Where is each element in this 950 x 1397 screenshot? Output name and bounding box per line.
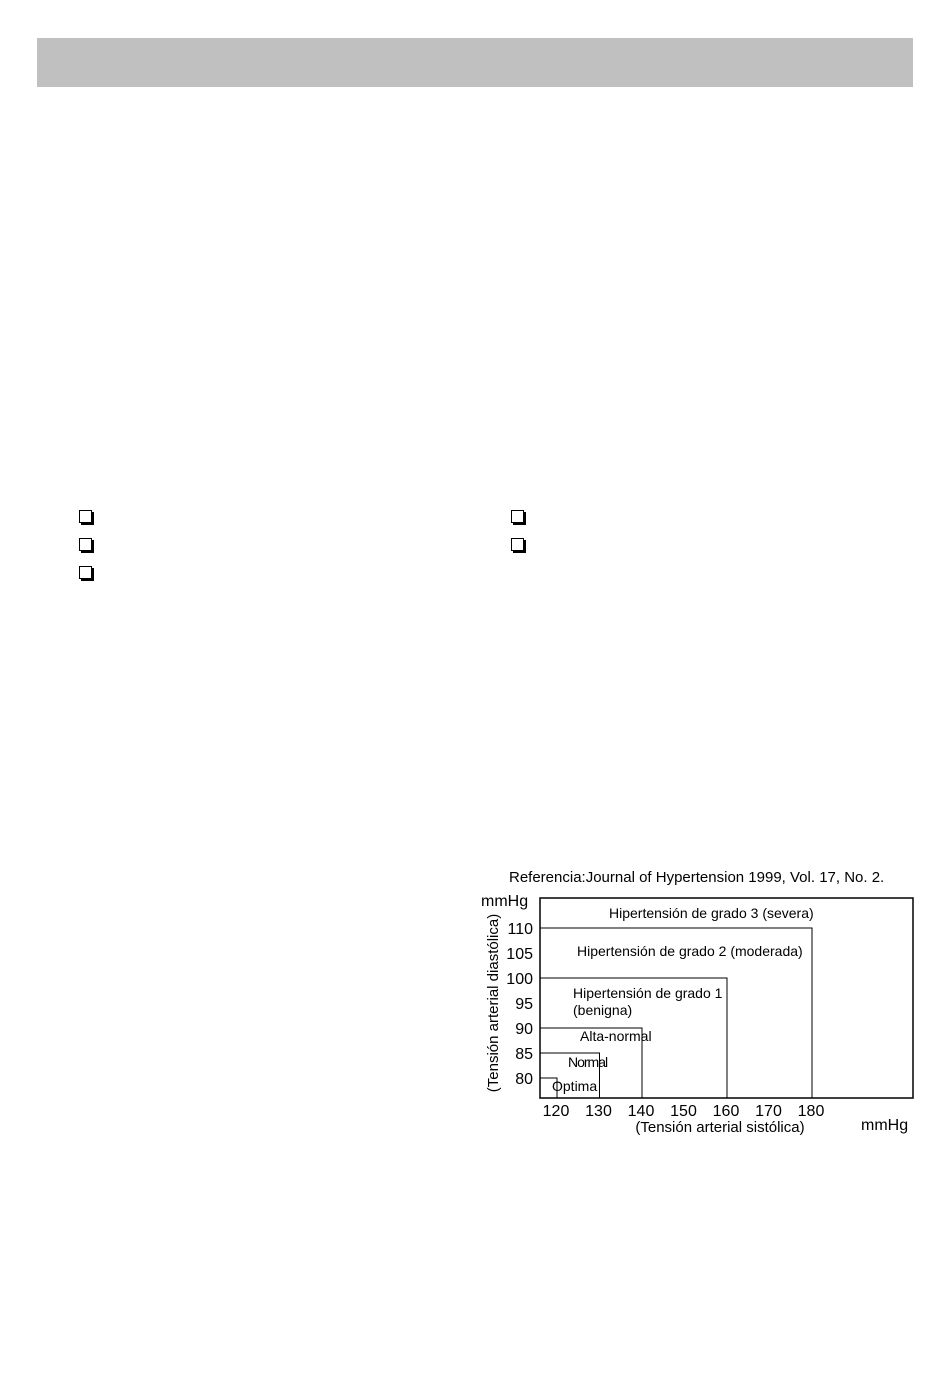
- zone-label: Normal: [568, 1054, 608, 1070]
- checkbox[interactable]: [511, 510, 524, 523]
- blood-pressure-chart: [475, 888, 925, 1148]
- y-tick-label: 110: [507, 921, 533, 938]
- checkbox[interactable]: [511, 538, 524, 551]
- x-tick-label: 150: [670, 1103, 697, 1120]
- zone-label: Hipertensión de grado 1: [573, 985, 723, 1001]
- x-axis-label: (Tensión arterial sistólica): [635, 1119, 805, 1136]
- chart-reference: Referencia:Journal of Hypertension 1999, Vol. 17, No. 2.: [509, 869, 885, 886]
- y-tick-label: 80: [515, 1071, 533, 1088]
- x-tick-label: 140: [627, 1103, 655, 1120]
- x-tick-label: 120: [542, 1103, 570, 1120]
- y-tick-label: 85: [515, 1046, 533, 1063]
- y-unit-label: mmHg: [481, 893, 529, 910]
- zone-label: Optima: [552, 1078, 598, 1094]
- y-axis-label: (Tensión arterial diastólica): [485, 913, 502, 1093]
- y-tick-label: 105: [506, 946, 533, 963]
- zone-label: Hipertensión de grado 2 (moderada): [577, 943, 803, 959]
- zone-label: (benigna): [573, 1002, 633, 1018]
- x-unit-label: mmHg: [861, 1117, 909, 1134]
- x-tick-label: 170: [755, 1103, 782, 1120]
- y-tick-label: 90: [515, 1021, 533, 1038]
- x-tick-label: 180: [797, 1103, 825, 1120]
- zone-label: Alta-normal: [580, 1028, 652, 1044]
- checkbox[interactable]: [79, 538, 92, 551]
- zone-label: Hipertensión de grado 3 (severa): [609, 905, 814, 921]
- y-tick-label: 95: [515, 996, 533, 1013]
- x-tick-label: 130: [585, 1103, 612, 1120]
- x-tick-label: 160: [712, 1103, 740, 1120]
- checkbox[interactable]: [79, 510, 92, 523]
- header-bar: [37, 38, 913, 87]
- y-tick-label: 100: [506, 971, 533, 988]
- checkbox[interactable]: [79, 566, 92, 579]
